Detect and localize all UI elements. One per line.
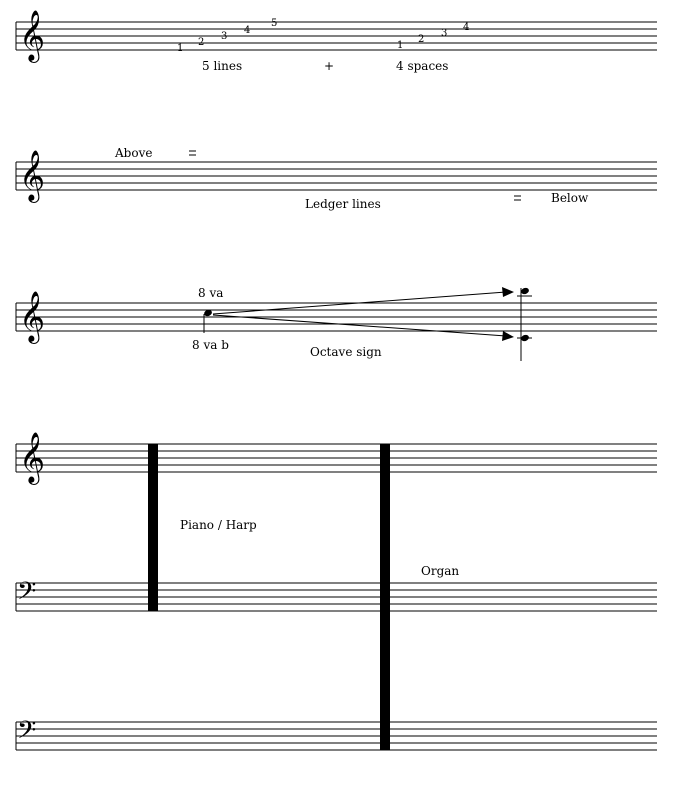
- staff-3-lines: [16, 303, 657, 331]
- treble-clef-icon: 𝄞: [19, 150, 46, 201]
- ledger-below-label: Below: [551, 191, 589, 205]
- octave-arrow-down: [213, 315, 506, 336]
- line-number-2: 2: [198, 37, 205, 48]
- octave-above-label: 8 va: [198, 286, 224, 300]
- ledger-lines-below-icon: [514, 196, 521, 200]
- octave-sign-caption: Octave sign: [310, 345, 382, 359]
- treble-clef-icon: 𝄞: [19, 432, 46, 483]
- ledger-lines-above-icon: [189, 151, 196, 155]
- piano-harp-label: Piano / Harp: [180, 518, 257, 532]
- space-number-3: 3: [441, 28, 448, 39]
- organ-bracket: [380, 444, 390, 750]
- spaces-caption: 4 spaces: [396, 59, 449, 73]
- piano-harp-bracket: [148, 444, 158, 611]
- bass-clef-icon: 𝄢: [17, 577, 37, 612]
- arrowhead-up-icon: [502, 287, 514, 297]
- bass-clef-icon: 𝄢: [17, 716, 37, 751]
- staff-4-lines-treble: [16, 444, 657, 472]
- staff-1-lines: [16, 22, 657, 50]
- line-number-3: 3: [221, 31, 228, 42]
- treble-clef-icon: 𝄞: [19, 10, 46, 61]
- arrowhead-down-icon: [502, 331, 514, 341]
- staff-octave-sign: [16, 286, 657, 361]
- space-number-4: 4: [463, 22, 470, 33]
- instrument-systems: [16, 432, 657, 751]
- line-number-1: 1: [177, 43, 184, 54]
- organ-label: Organ: [421, 564, 460, 578]
- plus-sign: +: [324, 59, 335, 73]
- staff-5-lines-bass: [16, 583, 657, 611]
- line-number-4: 4: [244, 25, 251, 36]
- staff-lines-and-spaces: [16, 10, 657, 73]
- ledger-lines-caption: Ledger lines: [305, 197, 381, 211]
- space-number-2: 2: [418, 34, 425, 45]
- treble-clef-icon: 𝄞: [19, 291, 46, 342]
- octave-high-note: [520, 287, 530, 295]
- lines-caption: 5 lines: [202, 59, 243, 73]
- staff-2-lines: [16, 162, 657, 190]
- octave-below-label: 8 va b: [192, 338, 229, 352]
- ledger-above-label: Above: [115, 146, 153, 160]
- line-number-5: 5: [271, 18, 278, 29]
- octave-low-note: [520, 334, 530, 342]
- staff-ledger-lines: [16, 146, 657, 211]
- space-number-1: 1: [397, 40, 404, 51]
- staff-6-lines-bass: [16, 722, 657, 750]
